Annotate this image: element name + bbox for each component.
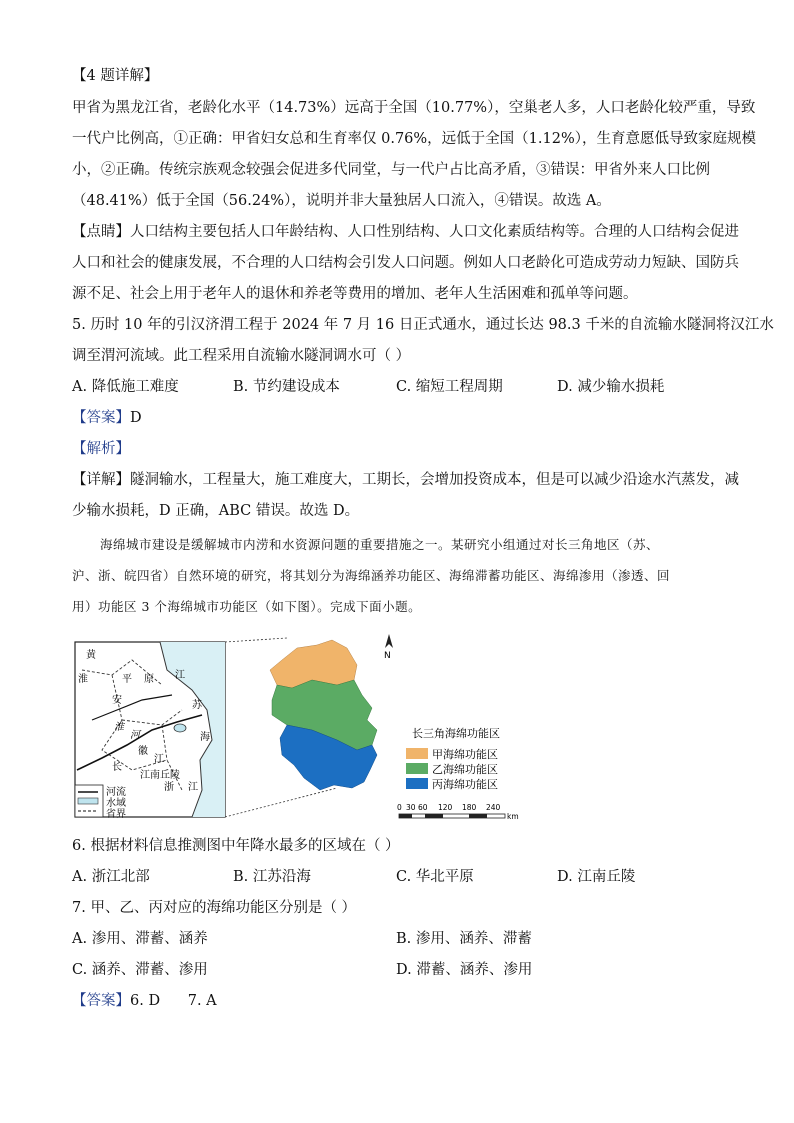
scale-unit: km [507,812,519,821]
connector-bottom [225,788,337,817]
q5-option-a: A. 降低施工难度 [72,379,179,395]
q5-stem-1: 5. 历时 10 年的引汉济渭工程于 2024 年 7 月 16 日正式通水，通过长达 98.3 千米的自流输水隧洞将汉江水 [72,317,774,333]
map-label-zhe: 浙 [164,782,174,793]
q4-line-4: （48.41%）低于全国（56.24%），说明并非大量独居人口流入，④错误。故选 A。 [72,193,611,209]
q5-option-b: B. 节约建设成本 [233,379,340,395]
north-label: N [384,651,391,661]
legend-swatch-jia [406,748,428,759]
map-label-chang: 长 [112,762,122,773]
point-line-2: 人口和社会的健康发展，不合理的人口结构会引发人口问题。例如人口老龄化可造成劳动力短缺、国防兵 [72,255,739,271]
point-line-1: 【点睛】人口结构主要包括人口年龄结构、人口性别结构、人口文化素质结构等。合理的人口结构会促进 [72,224,739,240]
q6-option-a: A. 浙江北部 [72,869,150,885]
legend-jia: 甲海绵功能区 [432,748,498,761]
legend-bing: 丙海绵功能区 [432,778,498,791]
map-label-jiang-1: 江 [175,670,185,681]
map-label-he: 河 [130,730,140,741]
q67-answer [72,991,217,1011]
legend-border: 省界 [106,809,126,820]
map-label-huang: 黄 [86,650,96,661]
q5-detail-1: 【详解】隧洞输水，工程量大，施工难度大，工期长，会增加投资成本，但是可以减少沿途水汽蒸发，减 [72,472,739,488]
material-line-3: 用）功能区 3 个海绵城市功能区（如下图）。完成下面小题。 [72,599,422,614]
legend-swatch-bing [406,778,428,789]
q6-option-b: B. 江苏沿海 [233,869,311,885]
q4-line-1: 甲省为黑龙江省，老龄化水平（14.73%）远高于全国（10.77%），空巢老人多，人口老龄化较严重，导致 [72,100,756,116]
q5-detail-2: 少输水损耗，D 正确，ABC 错误。故选 D。 [72,503,360,519]
legend-water-symbol [78,798,98,804]
q67-answer-value: 6. D 7. A [130,993,217,1009]
legend-title: 长三角海绵功能区 [412,727,500,740]
q7-option-d: D. 滞蓄、涵养、渗用 [396,962,533,978]
q7-option-a: A. 渗用、滞蓄、涵养 [72,931,208,947]
q6-option-c: C. 华北平原 [396,869,474,885]
scale-tick-30: 30 [406,803,416,812]
map-label-an: 安 [112,695,122,706]
material-line-1: 海绵城市建设是缓解城市内涝和水资源问题的重要措施之一。某研究小组通过对长三角地区（苏、 [100,537,660,552]
map-label-ping: 平 [122,674,132,685]
scale-tick-120: 120 [438,803,453,812]
q4-line-2: 一代户比例高，①正确：甲省妇女总和生育率仅 0.76%，远低于全国（1.12%），生育意愿低导致家庭规模 [72,131,756,147]
q4-heading: 【4 题详解】 [72,68,159,84]
sponge-city-map [72,630,522,825]
scale-bar [399,814,505,818]
scale-tick-60: 60 [418,803,428,812]
q5-analysis-label: 【解析】 [72,441,130,457]
material-line-2: 沪、浙、皖四省）自然环境的研究，将其划分为海绵涵养功能区、海绵滞蓄功能区、海绵渗用（渗透、回 [72,568,671,583]
legend-yi: 乙海绵功能区 [432,763,498,776]
q4-line-3: 小，②正确。传统宗族观念较强会促进多代同堂，与一代户占比高矛盾，③错误：甲省外来人口比例 [72,162,710,178]
q6-option-d: D. 江南丘陵 [557,869,636,885]
legend-swatch-yi [406,763,428,774]
q5-answer-value: D [130,410,142,426]
connector-top [225,638,287,642]
q6-stem: 6. 根据材料信息推测图中年降水最多的区域在（ ） [72,838,400,854]
scale-tick-180: 180 [462,803,477,812]
scale-tick-240: 240 [486,803,501,812]
q67-answer-label: 【答案】 [72,993,130,1009]
legend-water: 水域 [106,798,126,809]
map-label-yuan: 原 [144,674,154,685]
map-label-hai: 海 [200,732,210,743]
q5-answer-label: 【答案】 [72,410,130,426]
map-label-jiangnan: 江南丘陵 [140,770,180,781]
q5-option-d: D. 减少输水损耗 [557,379,665,395]
q7-option-c: C. 涵养、滞蓄、渗用 [72,962,208,978]
q5-stem-2: 调至渭河流域。此工程采用自流输水隧洞调水可（ ） [72,348,411,364]
scale-tick-0: 0 [397,803,402,812]
map-label-jiang-3: 江 [188,782,198,793]
point-line-3: 源不足、社会上用于老年人的退休和养老等费用的增加、老年人生活困难和孤单等问题。 [72,286,638,302]
map-label-hui: 徽 [138,746,148,757]
q5-answer [72,408,142,428]
q5-option-c: C. 缩短工程周期 [396,379,503,395]
q7-stem: 7. 甲、乙、丙对应的海绵功能区分别是（ ） [72,900,357,916]
map-label-huai-river: 淮 [114,722,124,733]
map-label-jiang-2: 江 [154,754,164,765]
map-label-su: 苏 [192,700,202,711]
north-arrow-icon [385,634,393,648]
legend-river: 河流 [106,787,126,798]
q7-option-b: B. 渗用、涵养、滞蓄 [396,931,532,947]
lake [174,724,186,732]
map-label-huai: 淮 [78,674,88,685]
